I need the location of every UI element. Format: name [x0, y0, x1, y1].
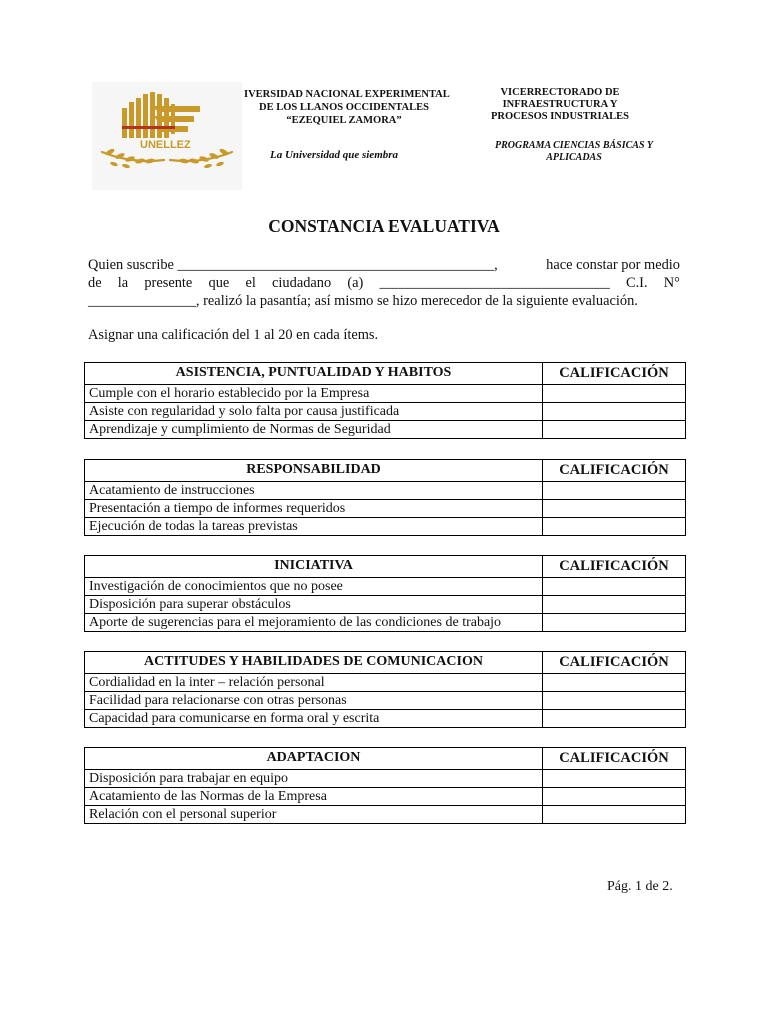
criterion-label: Presentación a tiempo de informes requeridos	[85, 500, 543, 518]
unellez-emblem-icon	[92, 82, 242, 190]
svg-text:UNELLEZ: UNELLEZ	[140, 139, 191, 151]
table-row	[85, 788, 686, 806]
criterion-label: Aporte de sugerencias para el mejoramiento de las condiciones de trabajo	[85, 614, 543, 632]
table-row	[85, 692, 686, 710]
table-row	[85, 500, 686, 518]
grade-cell[interactable]	[543, 421, 686, 439]
intro-word: N°	[663, 275, 680, 291]
grade-cell[interactable]	[543, 806, 686, 824]
grade-cell[interactable]	[543, 518, 686, 536]
intro-word: C.I.	[625, 275, 648, 291]
table-row	[85, 674, 686, 692]
evaluation-table	[84, 362, 686, 439]
criterion-label: Ejecución de todas la tareas previstas	[85, 518, 543, 536]
table-row	[85, 421, 686, 439]
grade-cell[interactable]	[543, 482, 686, 500]
section-title: ASISTENCIA, PUNTUALIDAD Y HABITOS	[85, 363, 543, 385]
grade-column-header: CALIFICACIÓN	[543, 460, 686, 482]
vice-rectorate-line: INFRAESTRUCTURA Y	[502, 99, 618, 110]
university-name-line: “EZEQUIEL ZAMORA”	[286, 115, 402, 126]
criterion-label: Relación con el personal superior	[85, 806, 543, 824]
section-header-row	[85, 460, 686, 482]
evaluation-table	[84, 651, 686, 728]
criterion-label: Investigación de conocimientos que no posee	[85, 578, 543, 596]
vice-rectorate-line: PROCESOS INDUSTRIALES	[491, 111, 629, 122]
page-number: Pág. 1 de 2.	[607, 879, 673, 894]
section-header-row	[85, 652, 686, 674]
grade-cell[interactable]	[543, 578, 686, 596]
table-row	[85, 518, 686, 536]
table-row	[85, 596, 686, 614]
table-row	[85, 614, 686, 632]
program-name-line: APLICADAS	[546, 152, 602, 163]
program-name-line: PROGRAMA CIENCIAS BÁSICAS Y	[495, 140, 653, 151]
grade-cell[interactable]	[543, 770, 686, 788]
grade-column-header: CALIFICACIÓN	[543, 748, 686, 770]
section-header-row	[85, 363, 686, 385]
grade-cell[interactable]	[543, 614, 686, 632]
criterion-label: Aprendizaje y cumplimiento de Normas de Seguridad	[85, 421, 543, 439]
intro-word: (a)	[347, 275, 364, 291]
evaluation-table	[84, 459, 686, 536]
intro-word: de	[88, 275, 102, 291]
criterion-label: Cordialidad en la inter – relación personal	[85, 674, 543, 692]
criterion-label: Facilidad para relacionarse con otras personas	[85, 692, 543, 710]
signer-field[interactable]: Quien suscribe ____________________________________________,	[88, 257, 498, 273]
section-title: INICIATIVA	[85, 556, 543, 578]
evaluation-table	[84, 747, 686, 824]
intro-word: la	[117, 275, 129, 291]
intro-word: presente	[144, 275, 193, 291]
section-header-row	[85, 748, 686, 770]
intro-paragraph	[88, 256, 680, 310]
criterion-label: Asiste con regularidad y solo falta por causa justificada	[85, 403, 543, 421]
vice-rectorate-line: VICERRECTORADO DE	[500, 87, 620, 98]
section-title: RESPONSABILIDAD	[85, 460, 543, 482]
criterion-label: Capacidad para comunicarse en forma oral y escrita	[85, 710, 543, 728]
intro-line-3: _______________, realizó la pasantía; así mismo se hizo merecedor de la siguiente evaluación.	[88, 293, 638, 309]
university-logo	[92, 82, 242, 190]
table-row	[85, 403, 686, 421]
intro-line-2	[88, 274, 680, 292]
grade-cell[interactable]	[543, 692, 686, 710]
intro-word: el	[245, 275, 256, 291]
grade-cell[interactable]	[543, 674, 686, 692]
section-title: ADAPTACION	[85, 748, 543, 770]
section-title: ACTITUDES Y HABILIDADES DE COMUNICACION	[85, 652, 543, 674]
intro-word: que	[208, 275, 230, 291]
instruction-text: Asignar una calificación del 1 al 20 en cada ítems.	[88, 327, 379, 343]
intro-word: ciudadano	[272, 275, 332, 291]
grade-cell[interactable]	[543, 403, 686, 421]
university-name-line: IVERSIDAD NACIONAL EXPERIMENTAL	[244, 89, 450, 100]
intro-text: hace constar por medio	[546, 257, 680, 273]
grade-column-header: CALIFICACIÓN	[543, 556, 686, 578]
criterion-label: Acatamiento de las Normas de la Empresa	[85, 788, 543, 806]
grade-column-header: CALIFICACIÓN	[543, 363, 686, 385]
grade-column-header: CALIFICACIÓN	[543, 652, 686, 674]
university-tagline: La Universidad que siembra	[270, 149, 399, 161]
table-row	[85, 385, 686, 403]
grade-cell[interactable]	[543, 385, 686, 403]
citizen-name-field[interactable]: ________________________________	[379, 275, 610, 291]
table-row	[85, 482, 686, 500]
table-row	[85, 710, 686, 728]
grade-cell[interactable]	[543, 596, 686, 614]
grade-cell[interactable]	[543, 500, 686, 518]
criterion-label: Disposición para superar obstáculos	[85, 596, 543, 614]
table-row	[85, 770, 686, 788]
criterion-label: Acatamiento de instrucciones	[85, 482, 543, 500]
section-header-row	[85, 556, 686, 578]
table-row	[85, 578, 686, 596]
evaluation-table	[84, 555, 686, 632]
university-name-line: DE LOS LLANOS OCCIDENTALES	[259, 102, 429, 113]
vice-rectorate	[474, 87, 646, 123]
table-row	[85, 806, 686, 824]
grade-cell[interactable]	[543, 710, 686, 728]
intro-line-1	[88, 256, 680, 274]
program-name	[484, 140, 664, 164]
university-name	[244, 88, 450, 127]
criterion-label: Cumple con el horario establecido por la Empresa	[85, 385, 543, 403]
grade-cell[interactable]	[543, 788, 686, 806]
criterion-label: Disposición para trabajar en equipo	[85, 770, 543, 788]
document-title: CONSTANCIA EVALUATIVA	[268, 216, 500, 236]
